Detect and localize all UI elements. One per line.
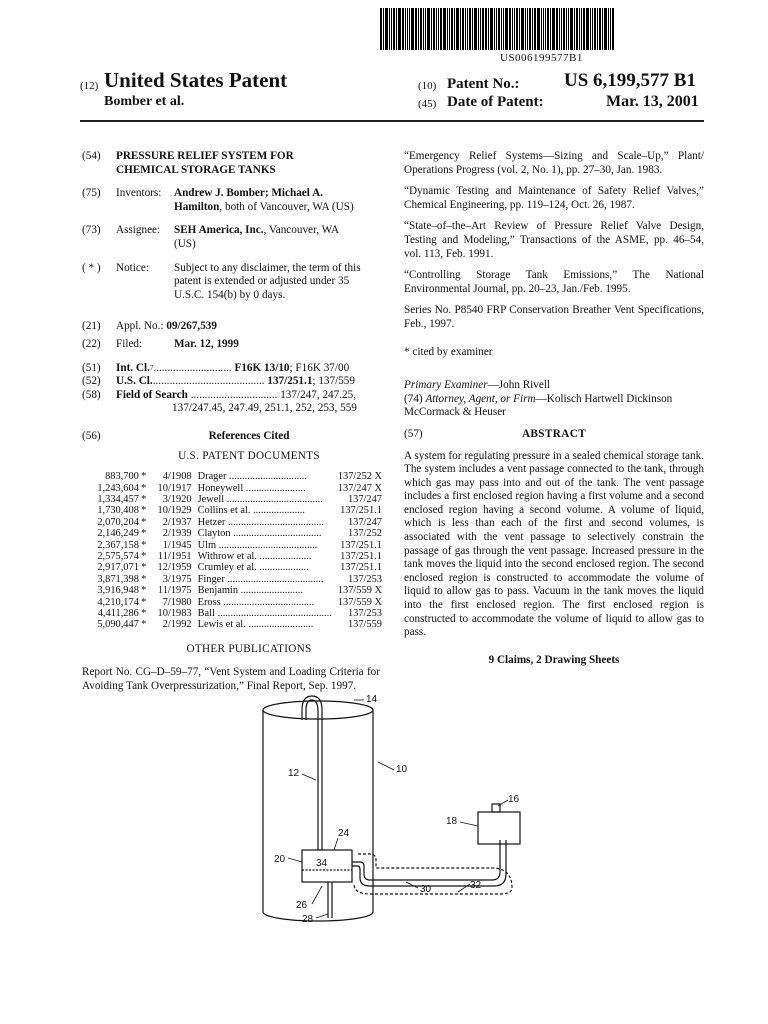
table-row [82,597,382,608]
patent-date: Mar. 13, 2001 [606,93,699,110]
title-line2: CHEMICAL STORAGE TANKS [116,163,276,176]
ref-name: Finger ..................................... [197,573,324,585]
ref-cls: 137/252 [347,528,382,540]
ref-date: 3/1975 [162,573,192,585]
assignee-field: (73) Assignee: SEH America, Inc., Vancouver, WA (US) [82,224,340,250]
ref-date: 3/1920 [162,493,192,505]
ref-date: 4/1908 [162,471,192,483]
ref-cls: 137/253 [347,607,382,619]
table-row [82,574,382,585]
ref-star: * [141,471,147,483]
us-cl-field: (52) U.S. Cl. ........................................ 137/251.1 ; 137/559 [82,375,355,388]
publication-item: “Controlling Storage Tank Emissions,” The National Environmental Journal, pp. 20–23, Jan./Feb. 1995. [404,269,704,295]
table-row [82,471,382,482]
table-row [82,585,382,596]
publication-item: “State–of–the–Art Review of Pressure Relief Valve Design, Testing and Modeling,” Transactions of the ASME, pp. 46–54, vol. 113, Feb. 1991. [404,220,704,260]
ref-name: Collins et al. .................... [197,505,305,517]
label-30: 30 [420,884,432,895]
label-10: 10 [396,764,408,775]
ref-star: * [141,573,147,585]
code-10: (10) [418,80,437,92]
ref-name: Drager .............................. [197,471,307,483]
table-row [82,551,382,562]
ref-no: 1,334,457 [97,493,139,505]
ref-date: 2/1939 [162,528,192,540]
label-12: 12 [288,768,300,779]
title-field: (54) PRESSURE RELIEF SYSTEM FOR CHEMICAL STORAGE TANKS [82,150,294,176]
ref-name: Crumley et al. ................... [197,562,309,574]
ref-no: 883,700 [105,471,139,483]
ref-name: Honeywell ....................... [197,482,306,494]
ref-star: * [141,505,147,517]
ref-cls: 137/251.1 [340,505,382,517]
ref-star: * [141,539,147,551]
second-chamber [478,812,520,844]
right-column [404,150,704,667]
other-publications-heading: OTHER PUBLICATIONS [186,642,312,655]
publication-item: “Dynamic Testing and Maintenance of Safety Relief Valves,” Chemical Engineering, pp. 119–124, Oct. 26, 1987. [404,185,704,211]
ref-date: 11/1951 [157,550,192,562]
inventor-names: Andrew J. Bomber; Michael A. [174,187,323,200]
int-cl-field: (51) Int. Cl. 7 ............................ F16K 13/10 ; F16K 37/00 [82,361,350,374]
ref-name: Lewis et al. ......................... [197,619,314,631]
ref-star: * [141,607,147,619]
ref-date: 12/1959 [157,562,192,574]
abstract-text: A system for regulating pressure in a sealed chemical storage tank. The system includes a vent passage connected to the tank, through which gas may pass into and out of the tank. The vent passage includes a first enclosed region having a first volume and a second enclosed region having a second volume. A volume of liquid, which is less than each of the first and second volumes, is associated with the vent passage to selectively constrain the passage of gas through the vent passage. Increased pressure in the tank moves the liquid into the second enclosed region. The second enclosed region is constructed to accommodate the volume of liquid to allow gas to pass. Vacuum in the tank moves the liquid into the first enclosed region. The first enclosed region is constructed to accommodate the volume of liquid to allow gas to pass. [404,449,704,639]
table-row [82,562,382,573]
ref-cls: 137/251.1 [340,562,382,574]
ref-cls: 137/247 [347,516,382,528]
table-row [82,483,382,494]
references-table [82,471,382,631]
ref-cls: 137/251.1 [340,539,382,551]
appl-no-field: (21) Appl. No.: 09/267,539 [82,320,217,333]
ref-star: * [141,619,147,631]
ref-date: 10/1917 [157,482,192,494]
patent-type: United States Patent [104,68,288,92]
filed-field: (22) Filed: Mar. 12, 1999 [82,337,239,350]
ref-no: 3,871,398 [97,573,139,585]
ref-date: 1/1945 [162,539,192,551]
label-14: 14 [366,694,378,705]
abstract-heading: (57) ABSTRACT [404,427,587,440]
ref-star: * [141,516,147,528]
label-34: 34 [316,858,328,869]
table-row [82,505,382,516]
ref-cls: 137/253 [347,573,382,585]
ref-no: 2,146,249 [97,528,139,540]
ref-date: 2/1937 [162,516,192,528]
ref-cls: 137/559 [347,619,382,631]
barcode-number: US006199577B1 [500,52,583,64]
ref-name: Ball ............................................ [197,607,332,619]
ref-cls: 137/247 [347,493,382,505]
table-row [82,540,382,551]
us-patent-docs-heading: U.S. PATENT DOCUMENTS [178,449,320,462]
ref-cls: 137/559 X [337,596,382,608]
ref-name: Withrow et al. .................... [197,550,312,562]
ref-name: Clayton .................................. [197,528,322,540]
ref-star: * [141,528,147,540]
ref-no: 5,090,447 [97,619,139,631]
ref-date: 7/1980 [162,596,192,608]
ref-no: 1,243,604 [97,482,139,494]
ref-date: 2/1992 [162,619,192,631]
primary-examiner: Primary Examiner—John Rivell [404,379,551,392]
ref-star: * [141,550,147,562]
ref-no: 4,411,286 [97,607,139,619]
label-18: 18 [446,816,458,827]
ref-no: 2,575,574 [97,550,139,562]
ref-cls: 137/252 X [337,471,382,483]
publication-item: “Emergency Relief Systems—Sizing and Scale–Up,” Plant/ Operations Progress (vol. 2, No. 1), pp. 27–30, Jan. 1983. [404,150,704,176]
ref-star: * [141,482,147,494]
ref-name: Ulm ...................................... [197,539,318,551]
code-12: (12) [80,80,99,92]
ref-star: * [141,562,147,574]
ref-date: 10/1929 [157,505,192,517]
table-row [82,619,382,630]
ref-name: Hetzer ..................................... [197,516,325,528]
other-publication: Report No. CG–D–59–77, “Vent System and Loading Criteria for Avoiding Tank Overpressurization,” Final Report, Sep. 1997. [82,666,380,692]
cited-by-examiner: * cited by examiner [404,345,493,358]
table-row [82,517,382,528]
title-line1: PRESSURE RELIEF SYSTEM FOR [116,150,294,162]
notice-field: ( * ) Notice: Subject to any disclaimer, the term of this patent is extended or adjusted under 35 U.S.C. 154(b) by 0 days. [82,261,361,301]
table-row [82,494,382,505]
ref-no: 3,916,948 [97,585,139,597]
ref-cls: 137/559 X [337,585,382,597]
field-of-search: (58) Field of Search ............................... 137/247, 247.25, 137/247.45, 247.49, 251.1, 252, 253, 559 [82,388,357,415]
inventor-short: Bomber et al. [104,94,185,109]
assignee-name: SEH America, Inc. [174,224,264,237]
ref-star: * [141,585,147,597]
label-28: 28 [302,914,314,925]
ref-star: * [141,493,147,505]
patent-drawing [230,690,550,930]
ref-name: Eross ................................... [197,596,315,608]
table-row [82,608,382,619]
patent-number: US 6,199,577 B1 [564,70,696,91]
label-26: 26 [296,900,308,911]
claims-count: 9 Claims, 2 Drawing Sheets [488,653,620,666]
date-label: Date of Patent: [447,94,544,110]
label-16: 16 [508,794,520,805]
references-heading: (56) References Cited [82,429,290,442]
ref-no: 2,070,204 [97,516,139,528]
ref-no: 2,917,071 [97,562,139,574]
publication-item: Series No. P8540 FRP Conservation Breather Vent Specifications, Feb., 1997. [404,304,704,330]
label-32: 32 [470,880,482,891]
left-column [82,150,382,694]
inventors-field: (75) Inventors: Andrew J. Bomber; Michael A. Hamilton, both of Vancouver, WA (US) [82,187,354,213]
ref-no: 4,210,174 [97,596,139,608]
ref-star: * [141,596,147,608]
other-publications-list [404,150,704,332]
ref-name: Benjamin ........................ [197,585,303,597]
table-row [82,528,382,539]
ref-date: 10/1983 [157,607,192,619]
code-45: (45) [418,98,437,110]
ref-date: 11/1975 [157,585,192,597]
barcode [380,8,700,50]
ref-name: Jewell ..................................... [197,493,323,505]
patent-no-label: Patent No.: [447,76,520,92]
ref-no: 2,367,158 [97,539,139,551]
ref-no: 1,730,408 [97,505,139,517]
header-rule [80,120,704,122]
label-24: 24 [338,828,350,839]
ref-cls: 137/251.1 [340,550,382,562]
label-20: 20 [274,854,286,865]
ref-cls: 137/247 X [337,482,382,494]
attorney: (74) Attorney, Agent, or Firm—Kolisch Hartwell Dickinson McCormack & Heuser [404,392,673,419]
